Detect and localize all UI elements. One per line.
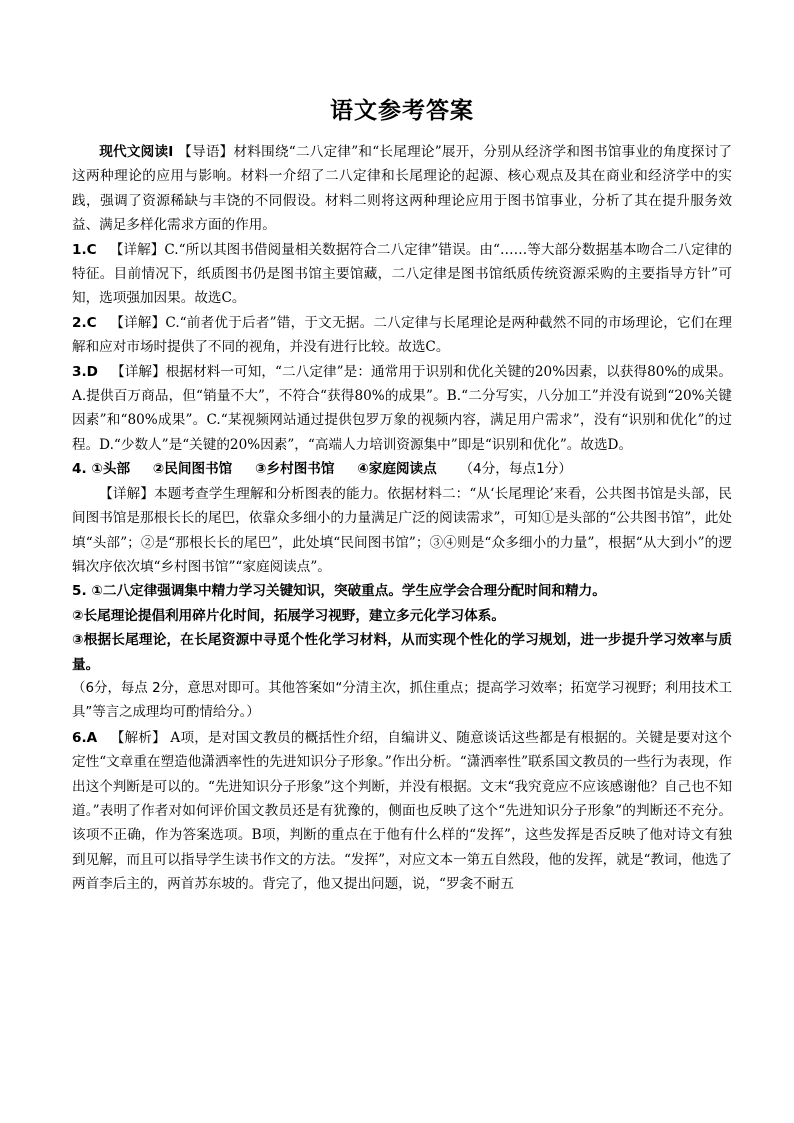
question-1 — [72, 238, 732, 311]
question-2 — [72, 311, 732, 360]
answer-3: ③乡村图书馆 — [255, 461, 335, 478]
answer-4: ④家庭阅读点 — [357, 461, 437, 478]
question-5-point-1: 5. ①二八定律强调集中精力学习关键知识，突破重点。学生应学会合理分配时间和精力。 — [72, 583, 606, 600]
page-title: 语文参考答案 — [330, 98, 474, 124]
question-5-point-2: ②长尾理论提倡利用碎片化时间，拓展学习视野，建立多元化学习体系。 — [72, 607, 505, 624]
answer-2: ②民间图书馆 — [152, 461, 233, 478]
question-number: 1.C — [72, 241, 97, 258]
intro-text: 【导语】材料围绕“二八定律”和“长尾理论”展开，分别从经济学和图书馆事业的角度探讨了这两种理论的应用与影响。材料一介绍了二八定律和长尾理论的起源、核心观点及其在商业和经济学中的实践，强调了资源稀缺与丰饶的不同假设。材料二则将这两种理论应用于图书馆事业，分析了其在提升服务效益、满足多样化需求方面的作用。 — [72, 144, 733, 234]
question-number: 5. — [72, 583, 87, 600]
question-5-note: （6分，每点 2分，意思对即可。其他答案如“分清主次，抓住重点；提高学习效率；拓宽学习视野；利用技术工具”等言之成理均可酌情给分。） — [72, 680, 732, 721]
document-body — [72, 140, 732, 897]
question-number: 4. — [72, 461, 87, 478]
question-number: 6.A — [72, 729, 98, 746]
question-text: 【详解】根据材料一可知，“二八定律”是：通常用于识别和优化关键的20%因素，以获得80%的成果。A.提供百万商品，但“销量不大”，不符合“获得80%的成果”。B.“二分写实，八分加工”并没有说到“20%关键因素”和“80%成果”。C.“某视频网站通过提供包罗万象的视频内容，满足用户需求”，没有“识别和优化”的过程。D.“少数人”是“关键的20%因素”，“高端人力培训资源集中”即是“识别和优化”。故选D。 — [72, 363, 733, 453]
question-text: 【详解】C.“所以其图书借阅量相关数据符合二八定律”错误。由“……等大部分数据基本吻合二八定律的特征。目前情况下，纸质图书仍是图书馆主要馆藏，二八定律是图书馆纸质传统资源采购的主要指导方针”可知，选项强加因果。故选C。 — [72, 241, 732, 307]
answer-1: ①头部 — [91, 461, 131, 478]
question-text: 【解析】 A项，是对国文教员的概括性介绍，自编讲义、随意谈话这些都是有根据的。关键是要对这个定性“文章重在塑造他潇洒率性的先进知识分子形象。”作出分析。“潇洒率性”联系国文教员的一些行为表现，作出这个判断是可以的。“先进知识分子形象”这个判断，并没有根据。文末“我究竟应不应该感谢他？自己也不知道。”表明了作者对如何评价国文教员还是有犹豫的，侧面也反映了这个“先进知识分子形象”的判断还不充分。该项不正确，作为答案选项。B项，判断的重点在于他有什么样的“发挥”，这些发挥是否反映了他对诗文有独到见解，而且可以指导学生读书作文的方法。“发挥”，对应文本一第五自然段，他的发挥，就是“教词，他选了两首李后主的，两首苏东坡的。背完了，他又提出问题，说，“罗衾不耐五 — [72, 729, 733, 893]
question-4-detail: 【详解】本题考查学生理解和分析图表的能力。依据材料二：“从‘长尾理论’来看，公共图书馆是头部，民间图书馆是那根长长的尾巴，依靠众多细小的力量满足广泛的阅读需求”，可知①是头部的“公共图书馆”，此处填“头部”；②是“那根长长的尾巴”，此处填“民间图书馆”；③④则是“众多细小的力量”，根据“从大到小”的逻辑次序依次填“乡村图书馆”“家庭阅读点”。 — [72, 485, 732, 575]
question-4-answers — [72, 457, 732, 481]
question-6 — [72, 726, 732, 897]
question-text: 【详解】C.“前者优于后者”错，于文无据。二八定律与长尾理论是两种截然不同的市场理论，它们在理解和应对市场时提供了不同的视角，并没有进行比较。故选C。 — [72, 314, 732, 356]
question-number: 3.D — [72, 363, 98, 380]
question-3 — [72, 360, 732, 458]
section-label: 现代文阅读Ⅰ — [99, 144, 174, 160]
question-number: 2.C — [72, 314, 97, 331]
question-5-point-3: ③根据长尾理论，在长尾资源中寻觅个性化学习材料，从而实现个性化的学习规划，进一步提升学习效率与质量。 — [72, 632, 732, 673]
intro-paragraph — [72, 140, 732, 238]
score-note: （4分，每点1分） — [459, 461, 572, 478]
